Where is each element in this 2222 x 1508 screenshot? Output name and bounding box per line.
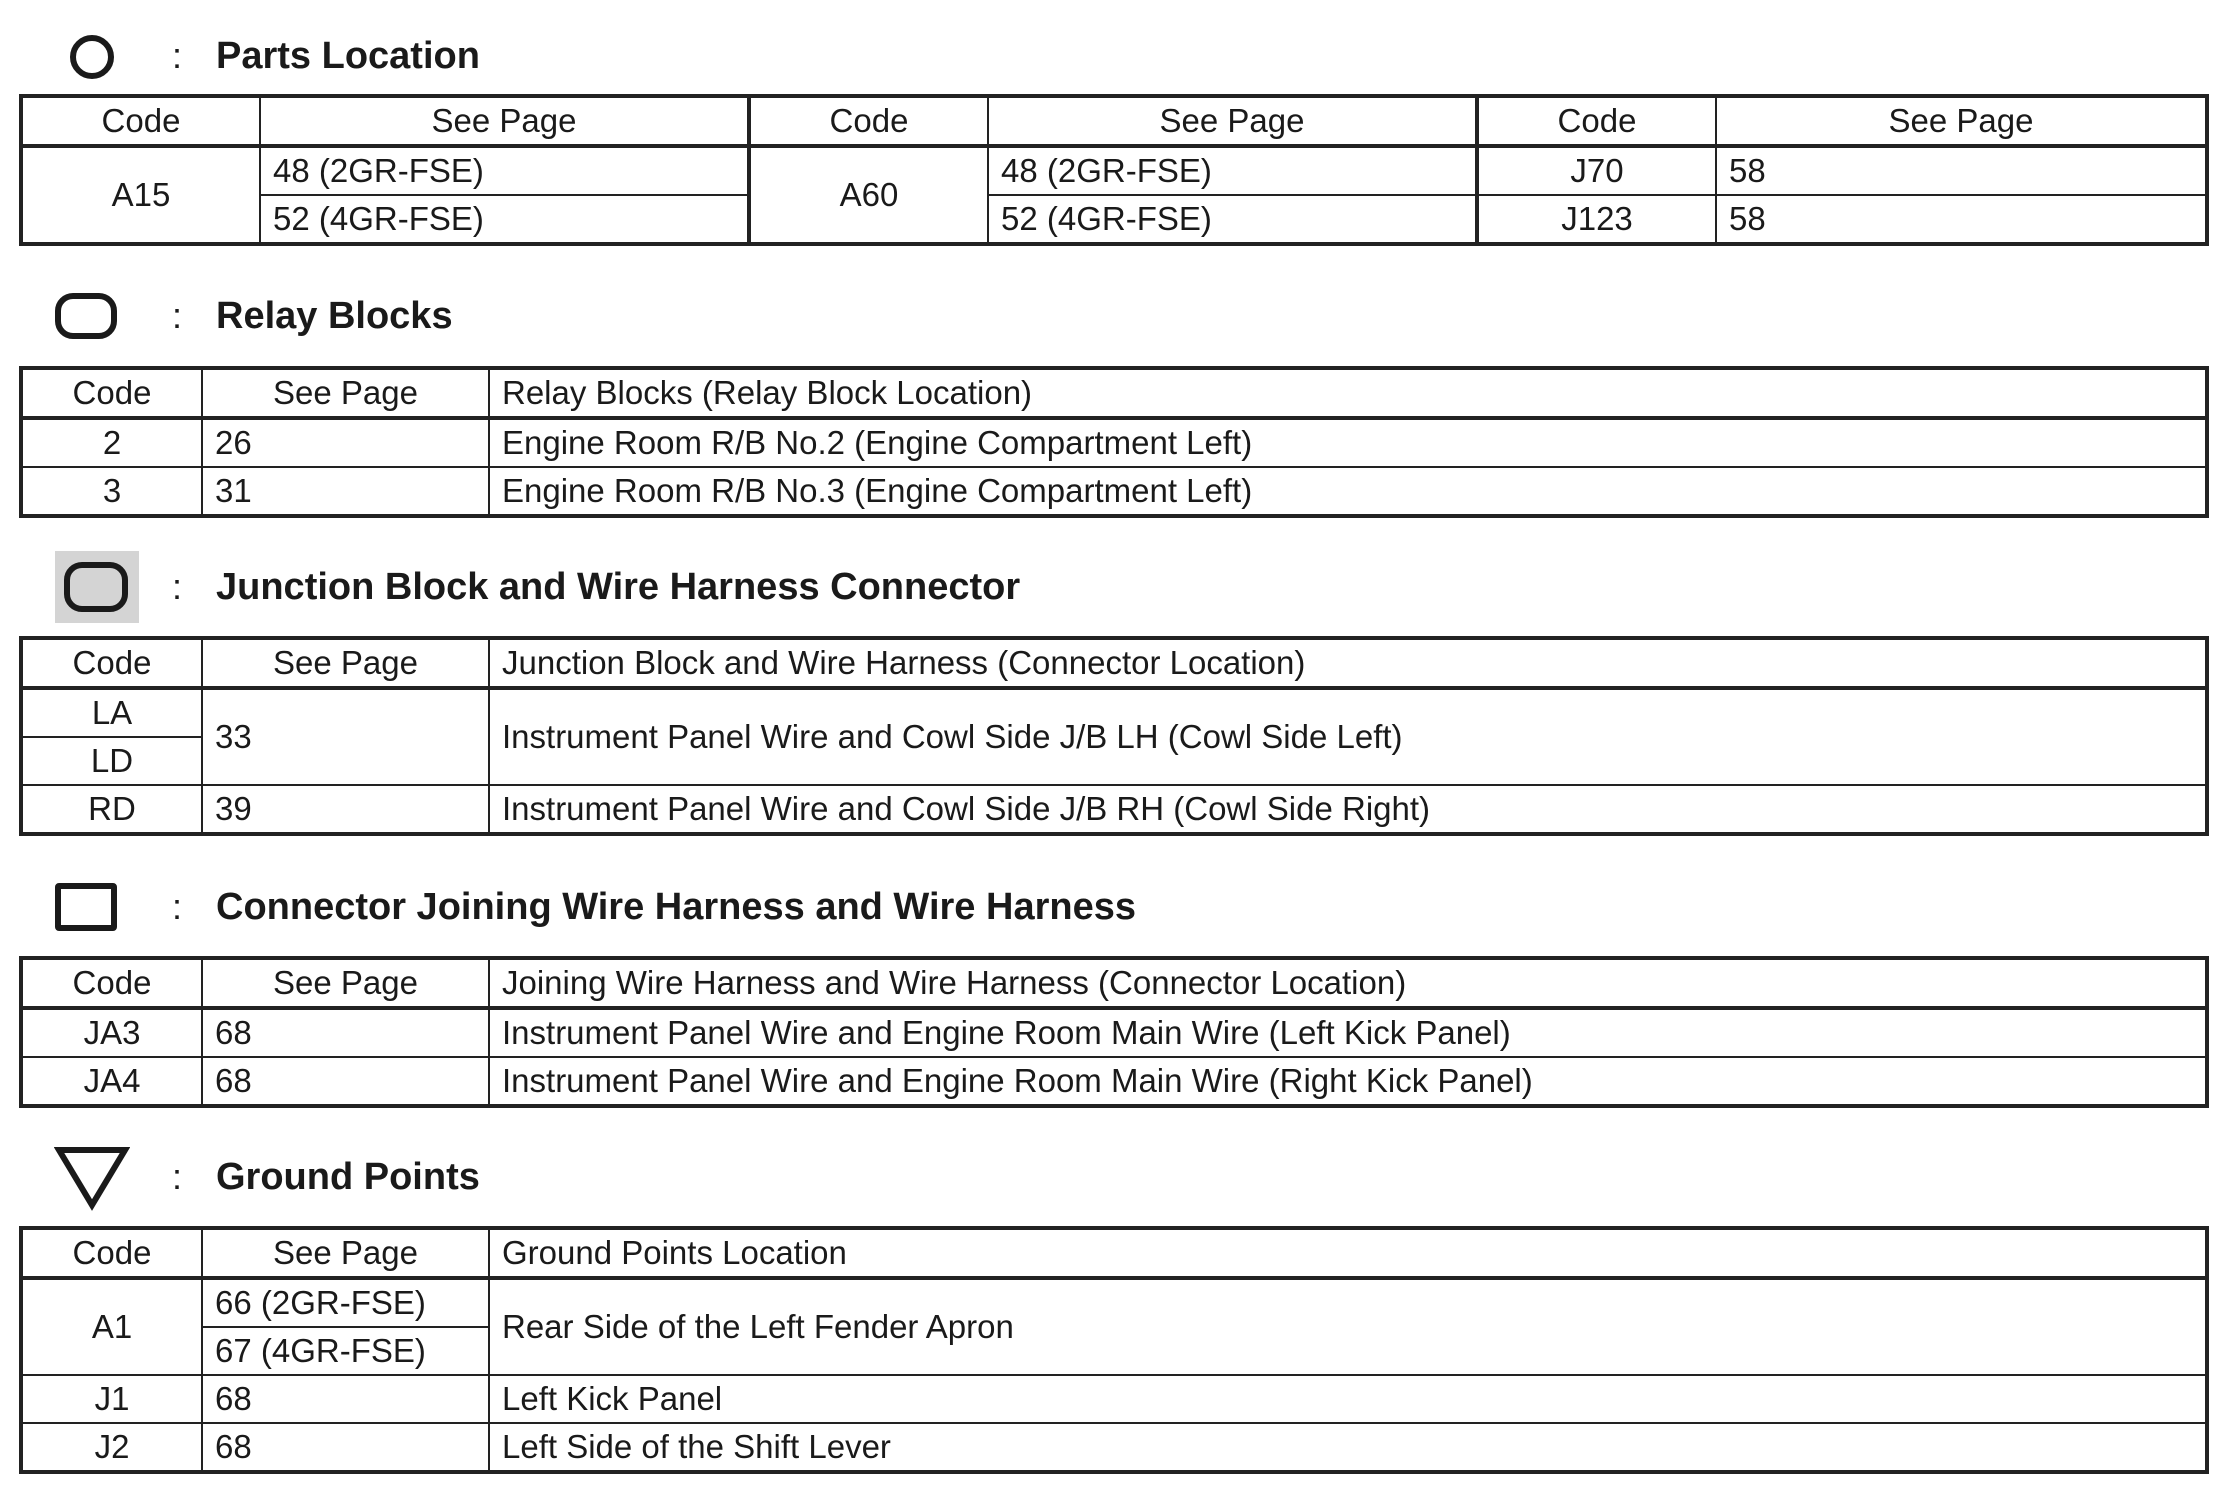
code-cell: A15 [21,146,260,244]
page-cell: 26 [202,418,489,467]
parts-location-table [19,94,2209,246]
table-row [21,1423,2207,1472]
location-cell: Instrument Panel Wire and Engine Room Main Wire (Left Kick Panel) [489,1008,2207,1057]
location-cell: Engine Room R/B No.2 (Engine Compartment Left) [489,418,2207,467]
page-cell: 68 [202,1423,489,1472]
code-cell: J1 [21,1375,202,1423]
header-see-page: See Page [202,958,489,1008]
ground-points-table [19,1226,2209,1474]
heading-colon: : [172,886,183,927]
section-title: Connector Joining Wire Harness and Wire Harness [216,886,1136,928]
header-code: Code [1477,96,1716,146]
table-row [21,1278,2207,1327]
header-code: Code [749,96,988,146]
table-header-row [21,958,2207,1008]
page-cell: 68 [202,1057,489,1106]
code-cell: 3 [21,467,202,516]
page-cell: 58 [1716,146,2207,195]
page-cell: 48 (2GR-FSE) [260,146,749,195]
rounded-rectangle-symbol-icon [64,562,128,612]
rounded-rectangle-symbol-icon [55,293,117,339]
code-cell: LA [21,688,202,737]
location-cell: Instrument Panel Wire and Engine Room Main Wire (Right Kick Panel) [489,1057,2207,1106]
page-cell: 68 [202,1008,489,1057]
page-cell: 52 (4GR-FSE) [988,195,1477,244]
rectangle-symbol-icon [55,883,117,931]
table-header-row [21,368,2207,418]
table-row [21,467,2207,516]
code-cell: J70 [1477,146,1716,195]
code-cell: J2 [21,1423,202,1472]
code-cell: LD [21,737,202,785]
page-cell: 58 [1716,195,2207,244]
location-cell: Engine Room R/B No.3 (Engine Compartment Left) [489,467,2207,516]
header-see-page: See Page [202,638,489,688]
page-cell: 67 (4GR-FSE) [202,1327,489,1375]
circle-symbol-icon [70,35,114,79]
header-code: Code [21,368,202,418]
header-see-page: See Page [988,96,1477,146]
page-cell: 48 (2GR-FSE) [988,146,1477,195]
table-row [21,195,2207,244]
page-cell: 68 [202,1375,489,1423]
section-title: Junction Block and Wire Harness Connector [216,566,1021,608]
page-cell: 31 [202,467,489,516]
header-see-page: See Page [1716,96,2207,146]
triangle-symbol-icon [54,1145,130,1211]
relay-blocks-table [19,366,2209,518]
table-row [21,418,2207,467]
heading-colon: : [172,1156,183,1197]
code-cell: RD [21,785,202,834]
page-cell: 66 (2GR-FSE) [202,1278,489,1327]
location-cell: Instrument Panel Wire and Cowl Side J/B RH (Cowl Side Right) [489,785,2207,834]
location-cell: Instrument Panel Wire and Cowl Side J/B LH (Cowl Side Left) [489,688,2207,785]
header-location: Joining Wire Harness and Wire Harness (Connector Location) [489,958,2207,1008]
connector-joining-table [19,956,2209,1108]
header-location: Junction Block and Wire Harness (Connector Location) [489,638,2207,688]
page-cell: 39 [202,785,489,834]
header-see-page: See Page [202,1228,489,1278]
location-cell: Left Kick Panel [489,1375,2207,1423]
location-cell: Left Side of the Shift Lever [489,1423,2207,1472]
page-cell: 52 (4GR-FSE) [260,195,749,244]
code-cell: A60 [749,146,988,244]
table-row [21,1008,2207,1057]
code-cell: J123 [1477,195,1716,244]
section-title: Parts Location [216,35,480,77]
table-header-row [21,1228,2207,1278]
table-row [21,146,2207,195]
section-title: Relay Blocks [216,295,453,337]
header-location: Ground Points Location [489,1228,2207,1278]
table-row [21,785,2207,834]
header-code: Code [21,1228,202,1278]
table-header-row [21,638,2207,688]
junction-block-table [19,636,2209,836]
table-row [21,1375,2207,1423]
header-code: Code [21,638,202,688]
header-see-page: See Page [260,96,749,146]
code-cell: JA4 [21,1057,202,1106]
header-location: Relay Blocks (Relay Block Location) [489,368,2207,418]
table-header-row [21,96,2207,146]
header-code: Code [21,958,202,1008]
code-cell: JA3 [21,1008,202,1057]
page-cell: 33 [202,688,489,785]
code-cell: 2 [21,418,202,467]
code-cell: A1 [21,1278,202,1375]
table-row [21,1057,2207,1106]
heading-colon: : [172,35,183,76]
heading-colon: : [172,566,183,607]
section-title: Ground Points [216,1156,480,1198]
header-see-page: See Page [202,368,489,418]
header-code: Code [21,96,260,146]
location-cell: Rear Side of the Left Fender Apron [489,1278,2207,1375]
table-row [21,688,2207,737]
heading-colon: : [172,295,183,336]
